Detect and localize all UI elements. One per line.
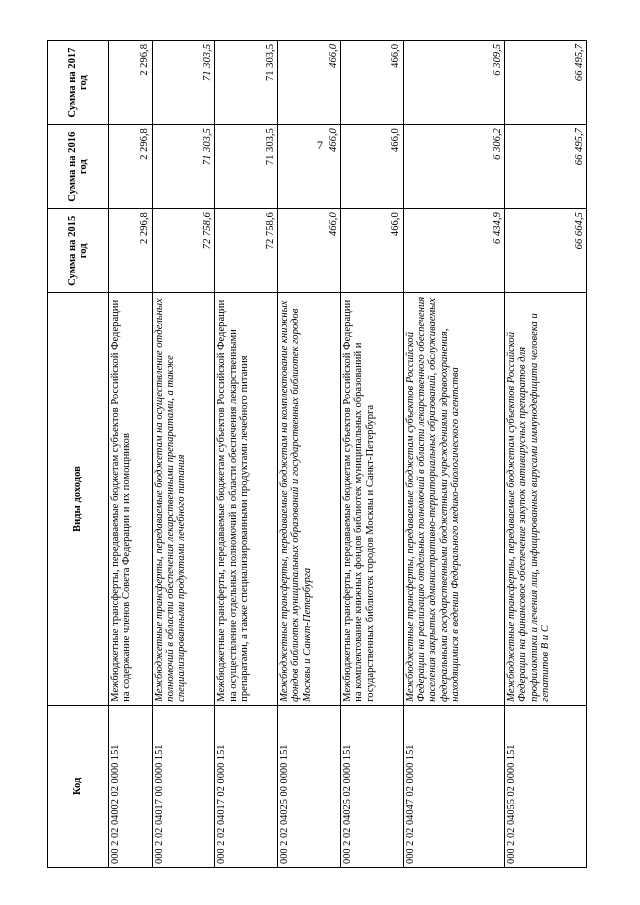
- row-amount-2015: 72 758,6: [152, 209, 215, 293]
- row-amount-2016: 71 303,5: [215, 125, 278, 209]
- row-amount-2017: 71 303,5: [152, 41, 215, 125]
- revenue-table: [47, 40, 587, 868]
- row-description: Межбюджетные трансферты, передаваемые бюджетам субъектов Российской Федерации на осуществление отдельных полномочий в области обеспечения лекарственными препаратами, а также специализированными продуктами лечебного питания: [215, 293, 278, 705]
- row-code: 000 2 02 04047 02 0000 151: [403, 705, 504, 867]
- row-code: 000 2 02 04055 02 0000 151: [504, 705, 586, 867]
- row-amount-2017: 71 303,5: [215, 41, 278, 125]
- table-row: [340, 41, 403, 868]
- row-amount-2015: 66 664,5: [504, 209, 586, 293]
- table-header-row: [48, 41, 109, 868]
- row-description: Межбюджетные трансферты, передаваемые бюджетам субъектов Российской Федерации на содержание членов Совета Федерации и их помощников: [109, 293, 153, 705]
- row-code: 000 2 02 04017 02 0000 151: [215, 705, 278, 867]
- row-amount-2015: 2 296,8: [109, 209, 153, 293]
- row-amount-2016: 466,0: [340, 125, 403, 209]
- row-amount-2016: 2 296,8: [109, 125, 153, 209]
- row-amount-2017: 66 495,7: [504, 41, 586, 125]
- row-description: Межбюджетные трансферты, передаваемые бюджетам субъектов Российской Федерации на реализацию отдельных полномочий в области лекарственного обеспечения населения закрытых административно-территориальных образований, обслуживаемых федеральными государственными бюджетными учреждениями здравоохранения, находящимися в ведении Федерального медико-биологического агентства: [403, 293, 504, 705]
- header-2017: Сумма на 2017 год: [48, 41, 109, 125]
- table-row: [278, 41, 341, 868]
- row-code: 000 2 02 04025 00 0000 151: [278, 705, 341, 867]
- table-row: [152, 41, 215, 868]
- table-row: [215, 41, 278, 868]
- row-description: Межбюджетные трансферты, передаваемые бюджетам на осуществление отдельных полномочий в области обеспечения лекарственными препаратами, а также специализированными продуктами лечебного питания: [152, 293, 215, 705]
- table-row: [403, 41, 504, 868]
- row-amount-2015: 72 758,6: [215, 209, 278, 293]
- row-description: Межбюджетные трансферты, передаваемые бюджетам на комплектование книжных фондов библиотек муниципальных образований и государственных библиотек городов Москвы и Санкт-Петербурга: [278, 293, 341, 705]
- row-description: Межбюджетные трансферты, передаваемые бюджетам субъектов Российской Федерации на финансовое обеспечение закупок антивирусных препаратов для профилактики и лечения лиц, инфицированных вирусами иммунодефицита человека и гепатитов B и C: [504, 293, 586, 705]
- table-row: [504, 41, 586, 868]
- header-description: Виды доходов: [48, 293, 109, 705]
- row-code: 000 2 02 04002 02 0000 151: [109, 705, 153, 867]
- row-amount-2015: 6 434,9: [403, 209, 504, 293]
- row-code: 000 2 02 04025 02 0000 151: [340, 705, 403, 867]
- header-2015: Сумма на 2015 год: [48, 209, 109, 293]
- row-description: Межбюджетные трансферты, передаваемые бюджетам субъектов Российской Федерации на комплектование книжных фондов библиотек муниципальных образований и государственных библиотек городов Москвы и Санкт-Петербурга: [340, 293, 403, 705]
- rotated-table-container: [47, 40, 587, 868]
- header-code: Код: [48, 705, 109, 867]
- row-amount-2016: 66 495,7: [504, 125, 586, 209]
- row-amount-2016: 466,0: [278, 125, 341, 209]
- row-amount-2017: 2 296,8: [109, 41, 153, 125]
- rotated-table-frame: [47, 40, 587, 868]
- row-amount-2017: 466,0: [340, 41, 403, 125]
- row-code: 000 2 02 04017 00 0000 151: [152, 705, 215, 867]
- row-amount-2016: 71 303,5: [152, 125, 215, 209]
- row-amount-2015: 466,0: [278, 209, 341, 293]
- row-amount-2017: 6 309,5: [403, 41, 504, 125]
- page-number: 7: [317, 138, 323, 152]
- table-row: [109, 41, 153, 868]
- row-amount-2015: 466,0: [340, 209, 403, 293]
- header-2016: Сумма на 2016 год: [48, 125, 109, 209]
- row-amount-2016: 6 306,2: [403, 125, 504, 209]
- row-amount-2017: 466,0: [278, 41, 341, 125]
